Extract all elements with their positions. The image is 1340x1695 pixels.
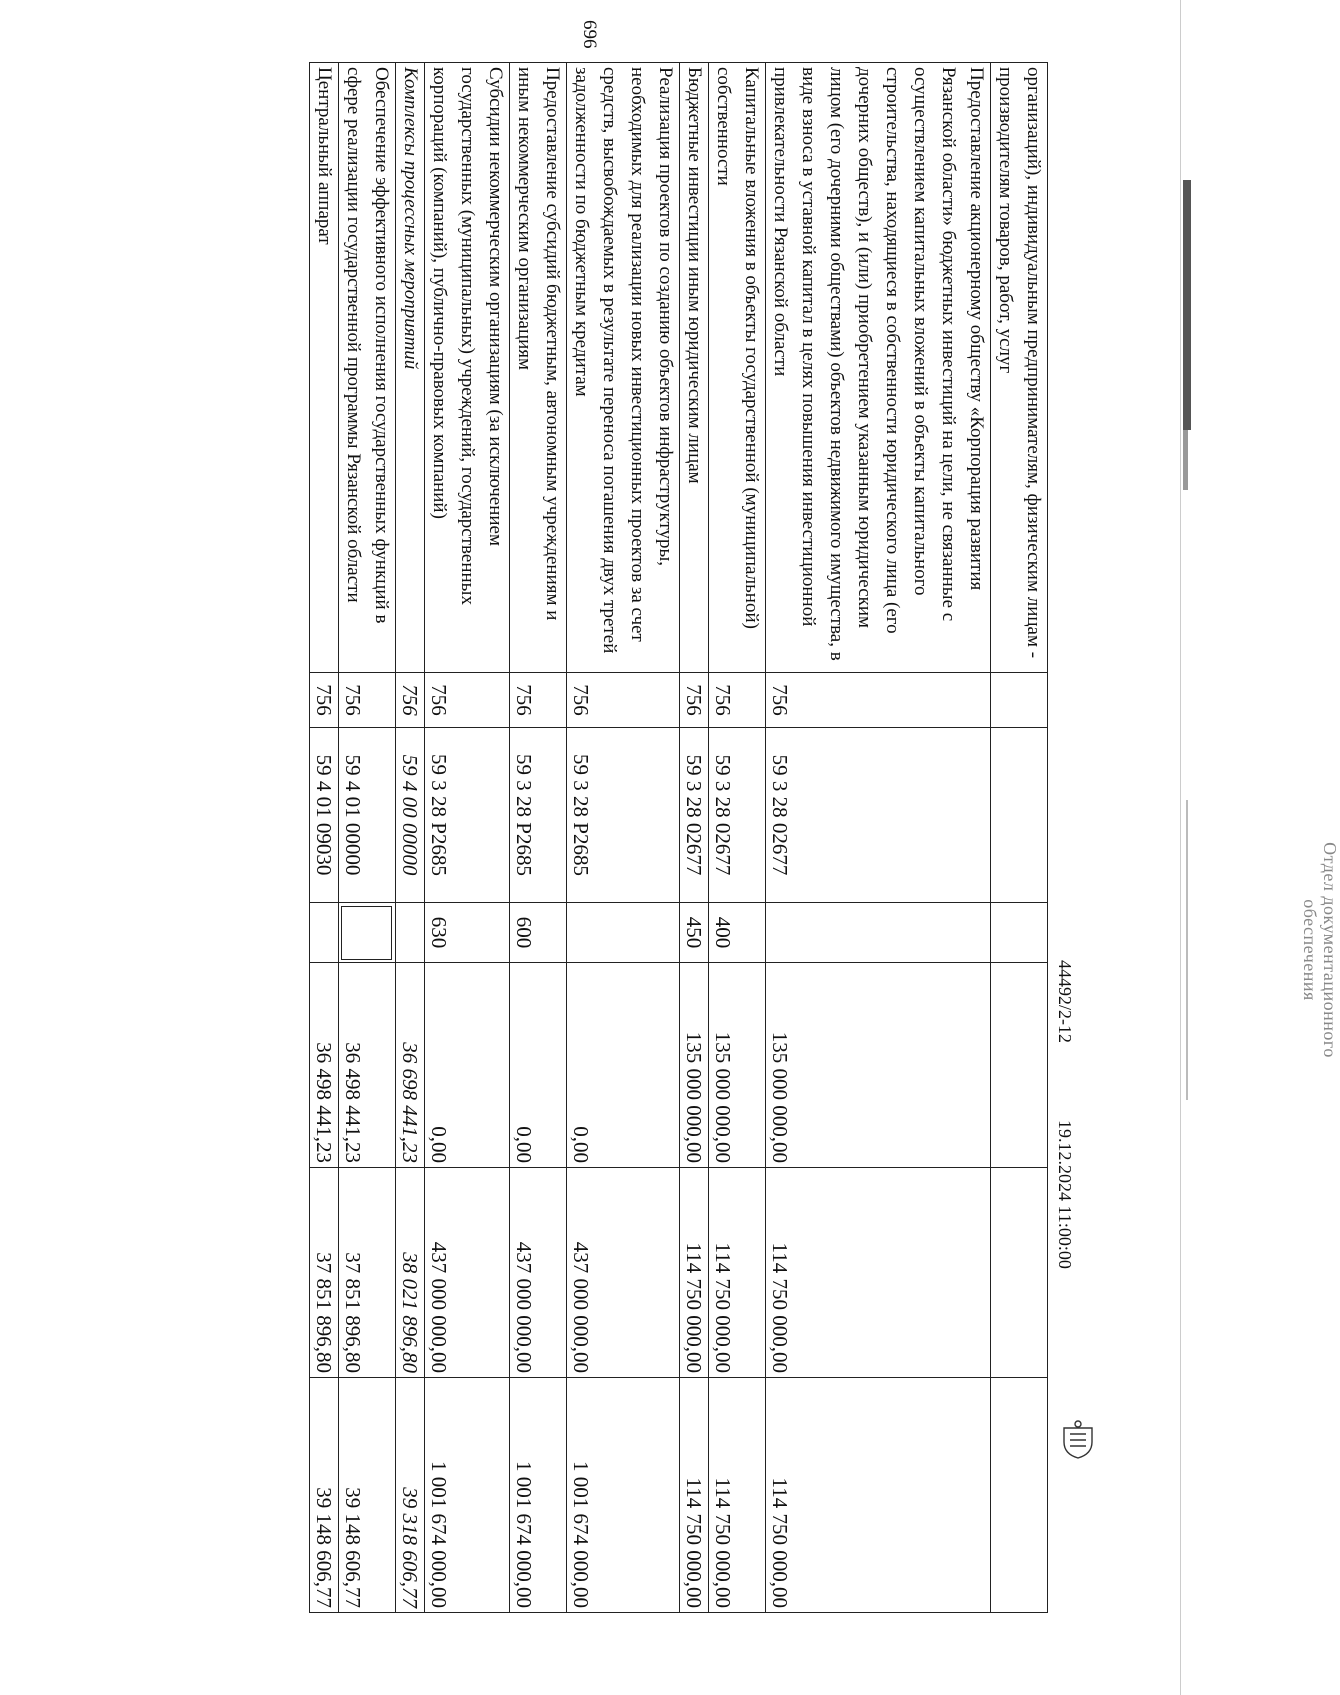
cell-expense-type: 450 [680,903,709,963]
cell-amount-2025 [991,963,1048,1168]
cell-target-article: 59 3 28 02677 [766,728,991,903]
table-row [567,63,680,1613]
cell-expense-type [766,903,991,963]
table-row [339,63,396,1613]
cell-name: Капитальные вложения в объекты государственной (муниципальной) собственности [709,63,766,673]
cell-ministry: 756 [310,673,339,728]
cell-expense-type [339,903,396,963]
cell-amount-2027 [991,1378,1048,1613]
cell-target-article: 59 3 28 Р2685 [510,728,567,903]
cell-name: Предоставление акционерному обществу «Корпорация развития Рязанской области» бюджетных инвестиций на цели, не связанные с осуществлением капитальных вложений в объекты капитального строительства, находящиеся в собственности юридического лица (его дочерних обществ), и (или) приобретением указанным юридическим лицом (его дочерними обществами) объектов недвижимого имущества, в виде взноса в уставной капитал в целях повышения инвестиционной привлекательности Рязанской области [766,63,991,673]
cell-amount-2025: 0,00 [567,963,680,1168]
cell-amount-2026: 437 000 000,00 [425,1168,510,1378]
cell-name: Реализация проектов по созданию объектов инфраструктуры, необходимых для реализации новых инвестиционных проектов за счет средств, высвобождаемых в результате переноса погашения двух третей задолженности по бюджетным кредитам [567,63,680,673]
cell-target-article: 59 3 28 02677 [680,728,709,903]
table-row [680,63,709,1613]
cell-ministry [991,673,1048,728]
cell-amount-2027: 114 750 000,00 [766,1378,991,1613]
footer-date: 19.12.2024 11:00:00 [1055,1120,1075,1269]
cell-expense-type [991,903,1048,963]
table-row [310,63,339,1613]
cell-amount-2025: 36 498 441,23 [339,963,396,1168]
cell-amount-2025: 0,00 [510,963,567,1168]
cell-amount-2026: 37 851 896,80 [339,1168,396,1378]
cell-name: Обеспечение эффективного исполнения государственных функций в сфере реализации государственной программы Рязанской области [339,63,396,673]
cell-name: организаций), индивидуальным предпринимателям, физическим лицам - производителям товаров, работ, услуг [991,63,1048,673]
stamp-line-2: обеспечения [1300,899,1320,1001]
cell-target-article: 59 4 01 09030 [310,728,339,903]
cell-ministry: 756 [510,673,567,728]
cell-target-article: 59 3 28 Р2685 [425,728,510,903]
cell-amount-2026: 37 851 896,80 [310,1168,339,1378]
cell-expense-type: 600 [510,903,567,963]
cell-name: Бюджетные инвестиции иным юридическим лицам [680,63,709,673]
cell-amount-2025: 36 498 441,23 [310,963,339,1168]
cell-amount-2026: 114 750 000,00 [680,1168,709,1378]
cell-amount-2025: 36 698 441,23 [396,963,425,1168]
cell-amount-2027: 1 001 674 000,00 [425,1378,510,1613]
cell-name: Центральный аппарат [310,63,339,673]
cell-amount-2027: 39 318 606,77 [396,1378,425,1613]
cell-ministry: 756 [680,673,709,728]
coat-of-arms-icon [1060,1420,1096,1460]
cell-amount-2027: 114 750 000,00 [680,1378,709,1613]
cell-name: Комплексы процессных мероприятий [396,63,425,673]
department-stamp [1300,780,1340,1120]
cell-expense-type [310,903,339,963]
cell-amount-2026: 437 000 000,00 [567,1168,680,1378]
scan-edge-artifact [1180,0,1192,1695]
table-row [425,63,510,1613]
cell-ministry: 756 [396,673,425,728]
cell-expense-type [567,903,680,963]
cell-amount-2027: 1 001 674 000,00 [510,1378,567,1613]
cell-amount-2025: 0,00 [425,963,510,1168]
cell-ministry: 756 [567,673,680,728]
cell-amount-2026 [991,1168,1048,1378]
table-row [766,63,991,1613]
table-row [709,63,766,1613]
table-row [396,63,425,1613]
cell-target-article: 59 4 00 00000 [396,728,425,903]
budget-table [309,62,1048,1613]
cell-ministry: 756 [766,673,991,728]
cell-amount-2025: 135 000 000,00 [680,963,709,1168]
cell-name: Предоставление субсидий бюджетным, автономным учреждениям и иным некоммерческим организациям [510,63,567,673]
cell-amount-2027: 114 750 000,00 [709,1378,766,1613]
footer-doc-number: 44492/2-12 [1055,960,1075,1043]
cell-amount-2026: 437 000 000,00 [510,1168,567,1378]
cell-amount-2026: 114 750 000,00 [766,1168,991,1378]
table-row [510,63,567,1613]
cell-ministry: 756 [709,673,766,728]
cell-expense-type: 400 [709,903,766,963]
cell-expense-type: 630 [425,903,510,963]
table-row [991,63,1048,1613]
cell-target-article: 59 3 28 Р2685 [567,728,680,903]
cell-amount-2027: 39 148 606,77 [310,1378,339,1613]
cell-ministry: 756 [425,673,510,728]
stamp-line-1: Отдел документационного [1320,842,1340,1058]
cell-amount-2025: 135 000 000,00 [766,963,991,1168]
cell-amount-2025: 135 000 000,00 [709,963,766,1168]
cell-amount-2027: 1 001 674 000,00 [567,1378,680,1613]
cell-target-article: 59 3 28 02677 [709,728,766,903]
rotated-page [0,62,1048,1612]
cell-target-article [991,728,1048,903]
cell-amount-2026: 114 750 000,00 [709,1168,766,1378]
cell-name: Субсидии некоммерческим организациям (за исключением государственных (муниципальных) учреждений, государственных корпораций (компаний), публично-правовых компаний) [425,63,510,673]
cell-expense-type [396,903,425,963]
page-number: 696 [579,20,600,49]
cell-amount-2027: 39 148 606,77 [339,1378,396,1613]
table-body [310,63,1048,1613]
cell-target-article: 59 4 01 00000 [339,728,396,903]
cell-ministry: 756 [339,673,396,728]
cell-amount-2026: 38 021 896,80 [396,1168,425,1378]
